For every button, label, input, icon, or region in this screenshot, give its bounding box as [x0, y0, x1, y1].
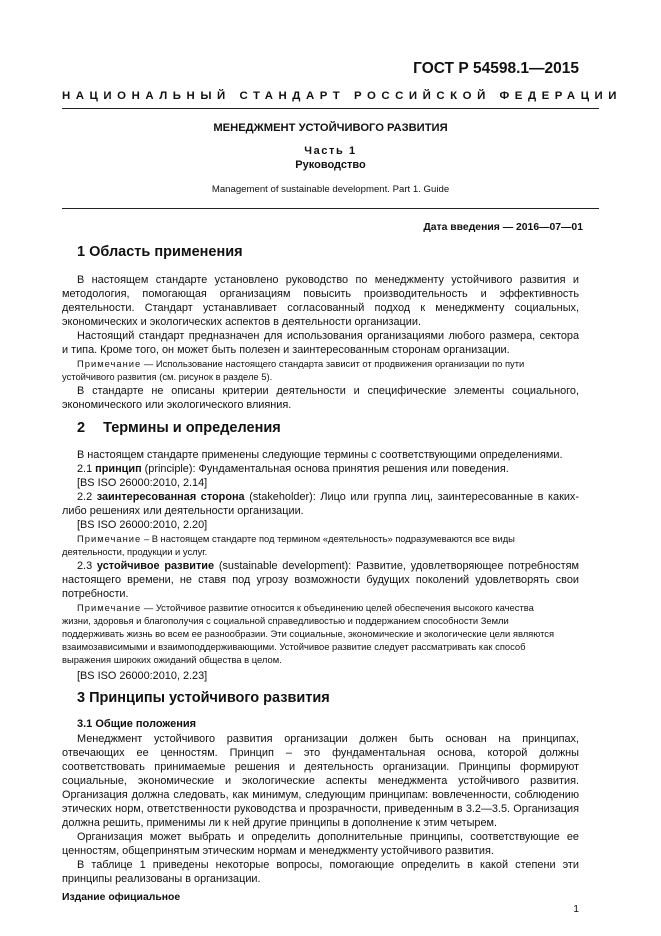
- text-line: должна решить, применимы ли к ней другие принципы в дополнение к этим четырем.: [62, 817, 498, 829]
- text-line: В стандарте не описаны критерии деятельности и специфические элементы социального,: [77, 385, 579, 397]
- text-line: принципы реализованы в организации.: [62, 873, 261, 885]
- text-line: либо решениях или деятельности организации.: [62, 505, 304, 517]
- text-line: и типа. Кроме того, он может быть полезен и заинтересованным сторонам организации.: [62, 344, 510, 356]
- note-line: [77, 358, 524, 370]
- note-label: Примечание: [77, 358, 142, 369]
- text-line: соответствовать принимаемые решения и деятельность организации. Принципы формируют: [62, 761, 579, 773]
- title-divider: [62, 208, 599, 209]
- term-number: 2.1: [77, 463, 96, 475]
- term-number: 2.3: [77, 560, 97, 572]
- text-line: социальные, экономические и экологические аспекты менеджмента устойчивого развития.: [62, 775, 579, 787]
- note-line: взаимозависимыми и взаимоподдерживающими. Устойчивое развитие следует рассматривать как способ: [62, 641, 526, 652]
- term-2-2: [77, 490, 579, 504]
- text-line: настоящего времени, не ставя под угрозу возможности будущих поколений удовлетворять свои: [62, 574, 579, 586]
- note-line: [77, 533, 515, 545]
- text-line: В настоящем стандарте применены следующие термины с соответствующими определениями.: [77, 449, 563, 461]
- note-text: — Устойчивое развитие относится к объединению целей обеспечения высокого качества: [141, 602, 534, 613]
- introduction-date: Дата введения — 2016—07—01: [423, 222, 583, 233]
- text-line: потребности.: [62, 588, 129, 600]
- note-line: [77, 602, 534, 614]
- text-line: экономического или экологического влияния.: [62, 399, 292, 411]
- english-title: Management of sustainable development. Part 1. Guide: [211, 184, 450, 195]
- term-name: принцип: [95, 463, 142, 475]
- text-line: Организация может выбрать и определить дополнительные принципы, соответствующие ее: [77, 831, 579, 843]
- note-label: Примечание: [77, 602, 142, 613]
- part-label: Часть 1: [304, 145, 357, 157]
- note-line: устойчивого развития (см. рисунок в разделе 5).: [62, 371, 273, 382]
- note-line: поддерживать жизнь во всем ее разнообразии. Эти социальные, экономические и экологические цели являются: [62, 628, 555, 639]
- text-line: деятельности. Стандарт устанавливает согласованный подход к менеджменту социальных,: [62, 302, 579, 314]
- section-3-heading: 3 Принципы устойчивого развития: [77, 690, 330, 706]
- official-edition-label: Издание официальное: [62, 892, 181, 903]
- section-2-heading: [77, 420, 281, 436]
- note-line: жизни, здоровья и благополучия с социальной справедливостью и поддержанием способности Земли: [62, 615, 509, 626]
- document-code: ГОСТ Р 54598.1—2015: [413, 60, 579, 77]
- text-line: В настоящем стандарте установлено руководство по менеджменту устойчивого развития и: [77, 274, 579, 286]
- header-divider: [62, 108, 599, 109]
- note-label: Примечание: [77, 533, 142, 544]
- page-number: 1: [573, 904, 579, 915]
- term-2-3: [77, 559, 579, 573]
- text-line: В таблице 1 приведены некоторые вопросы, помогающие определить в какой степени эти: [77, 859, 579, 871]
- term-definition: (stakeholder): Лицо или группа лиц, заинтересованные в каких-: [244, 491, 579, 503]
- national-standard-banner: НАЦИОНАЛЬНЫЙ СТАНДАРТ РОССИЙСКОЙ ФЕДЕРАЦИИ: [62, 90, 623, 102]
- term-2-1: [77, 462, 509, 476]
- note-line: выражения широких ожиданий общества в целом.: [62, 654, 282, 665]
- term-definition: (sustainable development): Развитие, удовлетворяющее потребностям: [214, 560, 580, 572]
- term-name: заинтересованная сторона: [96, 491, 245, 503]
- term-definition: (principle): Фундаментальная основа принятия решения или поведения.: [141, 463, 509, 475]
- text-line: ценностям, общепринятым этическим нормам и менеджменту устойчивого развития.: [62, 845, 494, 857]
- subsection-3-1-heading: 3.1 Общие положения: [77, 718, 197, 730]
- text-line: Менеджмент устойчивого развития организации должен быть основан на принципах,: [77, 733, 579, 745]
- text-line: Организация должна следовать, как минимум, следующим принципам: вовлеченности, соблюдению: [62, 789, 579, 801]
- term-number: 2.2: [77, 491, 97, 503]
- text-line: методология, помогающая организациям повысить производительность и эффективность: [62, 288, 579, 300]
- note-text: – В настоящем стандарте под термином «деятельность» подразумеваются все виды: [141, 533, 515, 544]
- section-2-number: 2: [77, 420, 86, 436]
- term-reference: [BS ISO 26000:2010, 2.23]: [77, 670, 208, 682]
- term-reference: [BS ISO 26000:2010, 2.14]: [77, 477, 208, 489]
- term-name: устойчивое развитие: [96, 560, 215, 572]
- text-line: отвечающих ее ценностям. Принцип – это фундаментальная основа, которой должны: [62, 747, 579, 759]
- part-title: Руководство: [295, 159, 366, 171]
- text-line: Настоящий стандарт предназначен для использования организациями любого размера, сектора: [77, 330, 579, 342]
- note-line: деятельности, продукции и услуг.: [62, 546, 208, 557]
- section-2-title: Термины и определения: [103, 420, 281, 436]
- standard-title: МЕНЕДЖМЕНТ УСТОЙЧИВОГО РАЗВИТИЯ: [213, 122, 448, 134]
- text-line: экономических и экологических аспектов в деятельности организации.: [62, 316, 421, 328]
- note-text: — Использование настоящего стандарта зависит от продвижения организации по пути: [141, 358, 525, 369]
- text-line: этических норм, ответственности руководства и прозрачности, приведенным в 3.2—3.5. Организация: [62, 803, 579, 815]
- section-1-heading: 1 Область применения: [77, 244, 243, 260]
- term-reference: [BS ISO 26000:2010, 2.20]: [77, 519, 208, 531]
